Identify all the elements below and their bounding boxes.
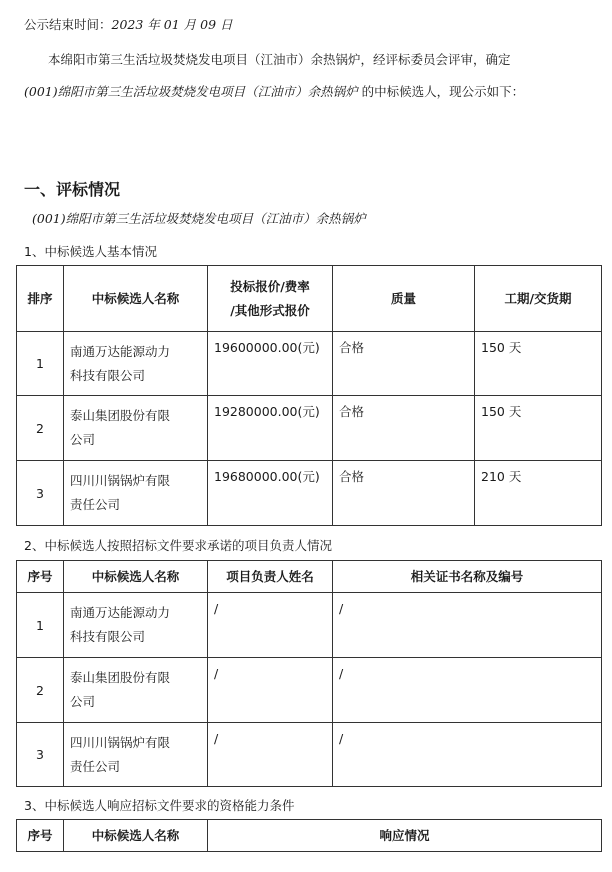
header-manager-name: 项目负责人姓名: [208, 561, 333, 593]
publish-end-label: 公示结束时间：: [24, 17, 112, 32]
quality-cell: 合格: [333, 332, 475, 396]
table-row: [17, 332, 602, 396]
rank-cell: 2: [17, 396, 64, 461]
intro-tail: 的中标候选人，现公示如下：: [357, 84, 525, 99]
intro-paragraph-line1: 本绵阳市第三生活垃圾焚烧发电项目（江油市）余热锅炉，经评标委员会评审，确定: [48, 52, 511, 67]
table2-caption: 2、中标候选人按照招标文件要求承诺的项目负责人情况: [24, 538, 332, 553]
intro-project-name: (001)绵阳市第三生活垃圾焚烧发电项目（江油市）余热锅炉: [24, 84, 358, 99]
header-no: 序号: [17, 561, 64, 593]
header-candidate-name: 中标候选人名称: [64, 820, 208, 852]
price-cell: 19280000.00(元): [208, 396, 333, 461]
period-cell: 210 天: [475, 461, 602, 526]
quality-cell: 合格: [333, 396, 475, 461]
table3-caption: 3、中标候选人响应招标文件要求的资格能力条件: [24, 798, 295, 813]
candidate-basic-table: [16, 265, 602, 526]
qualification-table: [16, 819, 602, 852]
quality-cell: 合格: [333, 461, 475, 526]
no-cell: 1: [17, 593, 64, 658]
candidate-name-cell: 南通万达能源动力 科技有限公司: [64, 593, 208, 658]
table-header-row: [17, 820, 602, 852]
rank-cell: 3: [17, 461, 64, 526]
period-cell: 150 天: [475, 396, 602, 461]
price-cell: 19600000.00(元): [208, 332, 333, 396]
no-cell: 2: [17, 658, 64, 723]
cert-cell: /: [333, 593, 602, 658]
price-cell: 19680000.00(元): [208, 461, 333, 526]
header-candidate-name: 中标候选人名称: [64, 266, 208, 332]
table-row: [17, 461, 602, 526]
cert-cell: /: [333, 723, 602, 787]
project-manager-table: [16, 560, 602, 787]
candidate-name-cell: 四川川锅锅炉有限 责任公司: [64, 461, 208, 526]
header-period: 工期/交货期: [475, 266, 602, 332]
manager-cell: /: [208, 723, 333, 787]
rank-cell: 1: [17, 332, 64, 396]
no-cell: 3: [17, 723, 64, 787]
header-candidate-name: 中标候选人名称: [64, 561, 208, 593]
intro-paragraph-line2: [24, 82, 524, 100]
publish-end-date: 2023 年 01 月 09 日: [111, 17, 233, 32]
table1-caption: 1、中标候选人基本情况: [24, 244, 157, 259]
header-response: 响应情况: [208, 820, 602, 852]
manager-cell: /: [208, 593, 333, 658]
section-subtitle: (001)绵阳市第三生活垃圾焚烧发电项目（江油市）余热锅炉: [32, 211, 366, 226]
table-row: [17, 723, 602, 787]
table-header-row: [17, 266, 602, 332]
period-cell: 150 天: [475, 332, 602, 396]
candidate-name-cell: 四川川锅锅炉有限 责任公司: [64, 723, 208, 787]
header-rank: 排序: [17, 266, 64, 332]
table-row: [17, 396, 602, 461]
header-quality: 质量: [333, 266, 475, 332]
header-no: 序号: [17, 820, 64, 852]
table-row: [17, 658, 602, 723]
table-header-row: [17, 561, 602, 593]
publish-end-line: [24, 15, 233, 33]
header-cert: 相关证书名称及编号: [333, 561, 602, 593]
section-title: 一、评标情况: [24, 180, 121, 199]
header-price: 投标报价/费率 /其他形式报价: [208, 266, 333, 332]
cert-cell: /: [333, 658, 602, 723]
candidate-name-cell: 南通万达能源动力 科技有限公司: [64, 332, 208, 396]
manager-cell: /: [208, 658, 333, 723]
table-row: [17, 593, 602, 658]
candidate-name-cell: 泰山集团股份有限 公司: [64, 396, 208, 461]
candidate-name-cell: 泰山集团股份有限 公司: [64, 658, 208, 723]
